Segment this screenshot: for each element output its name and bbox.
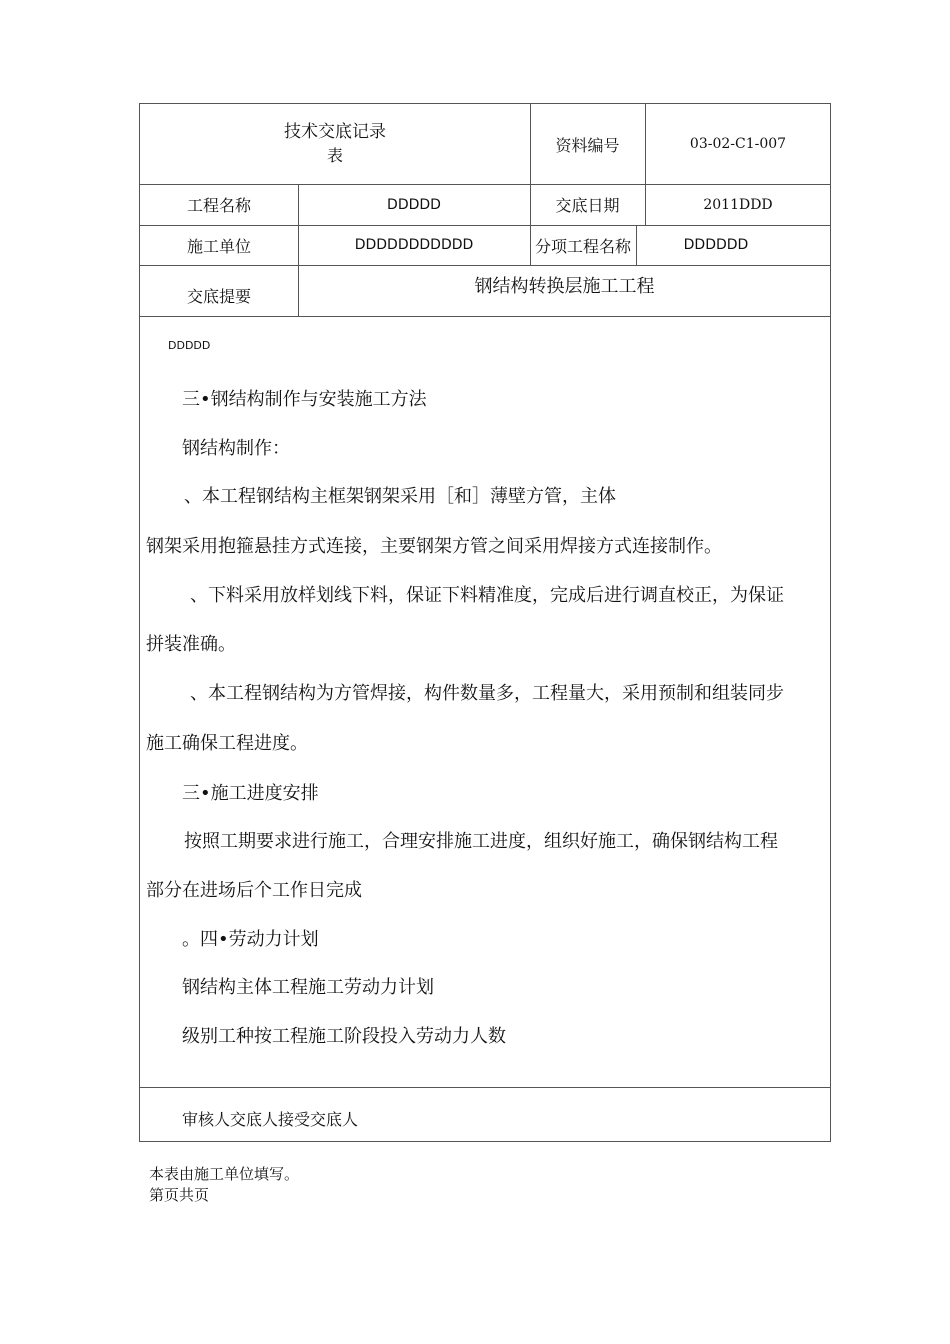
form-title-line2: 表: [326, 146, 343, 165]
form-title: [140, 104, 530, 184]
summary-value: 钢结构转换层施工工程: [474, 276, 655, 297]
content-tag: DDDDD: [168, 339, 211, 352]
record-table: [139, 103, 831, 1142]
date-value: 2011DDD: [703, 196, 773, 213]
unit-value: DDDDDDDDDDD: [354, 237, 474, 253]
paragraph-line: 、下料采用放样划线下料，保证下料精准度，完成后进行调直校正，为保证: [190, 585, 784, 606]
section-heading: 。四•劳动力计划: [182, 929, 319, 950]
doc-no-label: 资料编号: [555, 135, 620, 155]
summary-label: 交底提要: [186, 287, 251, 306]
page-counter: 第页共页: [149, 1186, 210, 1204]
signatures-line: 审核人交底人接受交底人: [182, 1110, 359, 1129]
paragraph-line: 钢架采用抱箍悬挂方式连接，主要钢架方管之间采用焊接方式连接制作。: [146, 536, 722, 557]
paragraph-line: 钢结构主体工程施工劳动力计划: [182, 977, 434, 998]
sub-project-value: DDDDDD: [683, 237, 749, 253]
doc-no-value: 03-02-C1-007: [689, 136, 787, 152]
row-divider: [140, 1087, 830, 1088]
paragraph-line: 级别工种按工程施工阶段投入劳动力人数: [182, 1026, 506, 1047]
project-name-label: 工程名称: [186, 196, 251, 215]
sub-project-label: 分项工程名称: [534, 236, 631, 256]
paragraph-line: 、本工程钢结构为方管焊接，构件数量多，工程量大，采用预制和组装同步: [190, 683, 784, 704]
footer-note: 本表由施工单位填写。: [149, 1165, 300, 1183]
paragraph-line: 拼装准确。: [146, 634, 236, 655]
unit-label: 施工单位: [186, 236, 251, 256]
row-divider: [140, 316, 830, 317]
paragraph-line: 钢结构制作：: [182, 438, 290, 459]
date-label: 交底日期: [555, 196, 620, 215]
section-heading: 三•施工进度安排: [182, 783, 319, 804]
section-heading: 三•钢结构制作与安装施工方法: [182, 389, 427, 410]
paragraph-line: 部分在进场后个工作日完成: [146, 880, 362, 901]
form-title-line1: 技术交底记录: [284, 122, 386, 142]
paragraph-line: 施工确保工程进度。: [146, 733, 308, 754]
paragraph-line: 按照工期要求进行施工，合理安排施工进度，组织好施工，确保钢结构工程: [184, 831, 778, 852]
paragraph-line: 、本工程钢结构主框架钢架采用［和］薄壁方管，主体: [184, 486, 616, 507]
project-name-value: DDDDD: [387, 196, 441, 213]
